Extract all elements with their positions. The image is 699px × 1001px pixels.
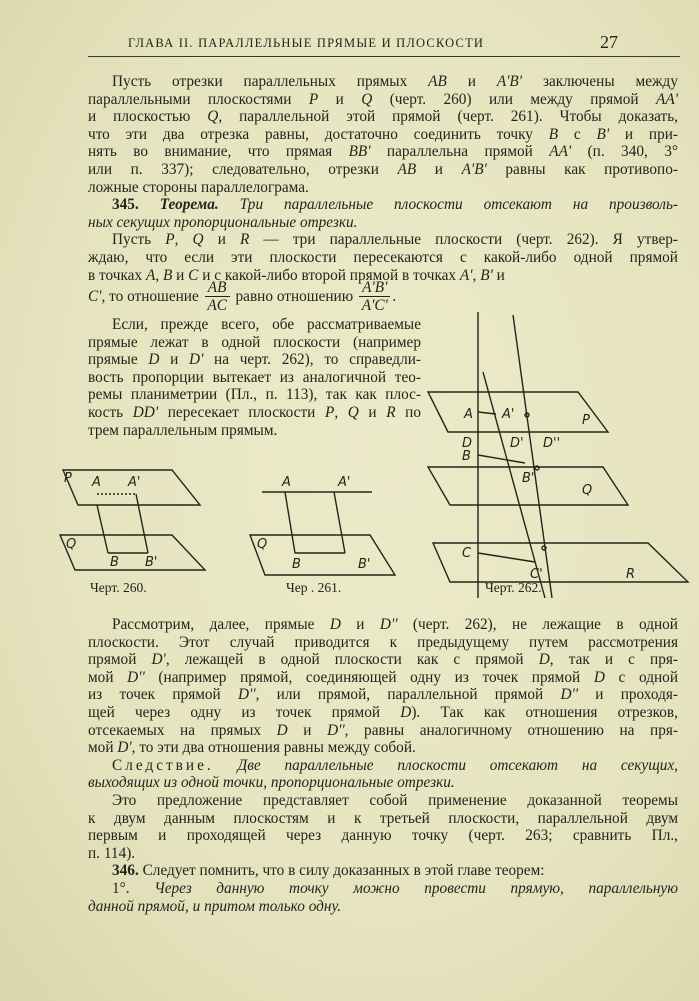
fig-label: A' xyxy=(502,407,515,422)
text-block-narrow xyxy=(88,316,421,439)
text-segment: Следствие. xyxy=(112,756,214,774)
fraction-a1b1-a1c1 xyxy=(359,279,390,314)
text-segment: (черт. 260) или между прямой xyxy=(372,90,657,108)
segment-bb1 xyxy=(478,455,525,463)
fig-label: A xyxy=(282,475,291,490)
segment-a1b1 xyxy=(136,494,148,553)
fig-label: B xyxy=(110,555,119,570)
italic-text: Q xyxy=(361,90,373,108)
text-line xyxy=(88,739,678,757)
fig-label: A' xyxy=(338,475,351,490)
text-segment: прямой xyxy=(88,651,152,669)
fig-label: D'' xyxy=(543,436,561,451)
fraction-numerator: AB xyxy=(205,279,230,297)
text-line xyxy=(88,898,678,916)
italic-text: A xyxy=(145,266,156,284)
italic-text: AA' xyxy=(549,143,572,161)
text-segment: из точек прямой xyxy=(88,686,238,704)
figure-261 xyxy=(245,460,405,580)
text-segment: прямые xyxy=(88,351,149,369)
segment-a1b1 xyxy=(334,492,345,553)
italic-text: D xyxy=(538,651,550,669)
text-line xyxy=(88,334,421,352)
ratio-lead-var: C' xyxy=(88,287,102,305)
fig-label: P xyxy=(582,413,590,428)
text-block-top xyxy=(88,73,678,284)
ratio-lead-text: , то отношение xyxy=(101,287,199,305)
italic-text: D'' xyxy=(127,668,145,686)
text-segment: , xyxy=(174,231,193,249)
text-segment: п. 114). xyxy=(88,844,136,862)
text-segment: , параллельной этой прямой (черт. 261). Чтобы доказать, xyxy=(218,108,678,126)
text-segment: к двум данным плоскостям и к третьей плоскости, параллельной двум xyxy=(88,809,678,827)
segment-aa1 xyxy=(478,412,496,414)
text-segment: трем параллельным прямым. xyxy=(88,421,278,439)
fig-label: C' xyxy=(530,567,543,582)
text-segment: (п. 340, 3° xyxy=(571,143,678,161)
italic-text: A'B' xyxy=(461,160,487,178)
chapter-title: ГЛАВА II. ПАРАЛЛЕЛЬНЫЕ ПРЯМЫЕ И ПЛОСКОСТИ xyxy=(128,36,485,50)
text-segment: ). Так как отношения отрезков, xyxy=(411,703,678,721)
italic-text: Две параллельные плоскости отсекают на секущих, xyxy=(213,756,678,774)
text-segment: , то эти два отношения равны между собой. xyxy=(131,739,416,757)
italic-text: D' xyxy=(117,739,132,757)
italic-text: Через данную точку можно провести прямую, параллельную xyxy=(154,879,678,897)
fig-label: Q xyxy=(66,537,77,552)
text-segment: и xyxy=(446,73,497,90)
fraction-numerator: A'B' xyxy=(359,279,390,297)
text-line xyxy=(88,862,678,880)
text-segment: , xyxy=(334,403,348,421)
fig-label: A' xyxy=(128,475,141,490)
fig-label: D' xyxy=(510,436,524,451)
ratio-end: . xyxy=(392,287,397,305)
text-segment: и при- xyxy=(609,125,678,143)
line-d-double-prime xyxy=(513,315,552,598)
text-segment: , xyxy=(155,266,163,284)
segment-ab xyxy=(97,505,108,553)
text-segment: Теорема. xyxy=(159,196,219,214)
fig-label: Q xyxy=(257,537,268,552)
text-segment: и xyxy=(340,616,380,633)
italic-text: Q xyxy=(207,108,219,126)
text-segment: щей через одну из точек прямой xyxy=(88,703,401,721)
text-line xyxy=(88,827,678,845)
text-segment: и xyxy=(492,266,505,284)
text-segment: Рассмотрим, далее, прямые xyxy=(112,616,330,633)
plane-q xyxy=(250,535,395,575)
text-line xyxy=(88,845,678,863)
italic-text: B' xyxy=(596,125,610,143)
italic-text: ных секущих пропорциональные отрезки. xyxy=(88,213,358,231)
text-line xyxy=(88,810,678,828)
italic-text: D xyxy=(276,721,288,739)
text-segment: отсекаемых на прямых xyxy=(88,721,277,739)
fig-label: B' xyxy=(522,471,535,486)
fig-label: Q xyxy=(582,483,593,498)
text-segment: , равны аналогичному отношению на пря- xyxy=(344,721,678,739)
text-segment: ждаю, что если эти плоскости пересекаются с какой-либо одной прямой xyxy=(88,248,678,266)
text-segment: и плоскостью xyxy=(88,108,208,126)
plane-p xyxy=(428,392,608,432)
italic-text: D'' xyxy=(560,686,579,704)
fig-label: D xyxy=(462,436,473,451)
text-line xyxy=(88,634,678,652)
text-segment: с одной xyxy=(604,668,679,686)
text-segment: , или прямой, параллельной прямой xyxy=(255,686,561,704)
text-line xyxy=(88,404,421,422)
text-segment: (черт. 262), не лежащие в одной xyxy=(397,616,678,633)
italic-text: D'' xyxy=(379,616,398,633)
text-line xyxy=(88,179,678,197)
italic-text: D' xyxy=(189,351,204,369)
text-line xyxy=(88,774,678,792)
italic-text: данной прямой, и притом только одну. xyxy=(88,897,342,915)
text-segment: прямые лежат в одной плоскости (например xyxy=(88,333,421,351)
caption-fig-260: Черт. 260. xyxy=(90,580,147,595)
text-line xyxy=(88,126,678,144)
text-line xyxy=(88,880,678,898)
italic-text: выходящих из одной точки, пропорциональные отрезки. xyxy=(88,774,455,792)
fig-label: R xyxy=(626,567,636,582)
text-line xyxy=(88,722,678,740)
text-segment: заключены между xyxy=(522,73,678,90)
italic-text: D' xyxy=(151,651,166,669)
text-line xyxy=(88,651,678,669)
text-line xyxy=(88,214,678,232)
point-marker xyxy=(535,466,539,470)
text-segment: , лежащей в одной плоскости как с прямой xyxy=(165,651,539,669)
text-line xyxy=(88,616,678,634)
text-segment: в точках xyxy=(88,266,146,284)
text-line xyxy=(88,792,678,810)
italic-text: B xyxy=(162,266,173,284)
text-line xyxy=(88,757,678,775)
text-segment: ложные стороны параллелограма. xyxy=(88,178,309,196)
text-segment: ремы планиметрии (Пл., п. 113), так как плос- xyxy=(88,386,421,404)
text-line xyxy=(88,161,678,179)
italic-text: B xyxy=(548,125,559,143)
fig-label: A xyxy=(464,407,473,422)
figure-260 xyxy=(55,460,215,580)
text-line xyxy=(88,686,678,704)
plane-r xyxy=(433,543,688,582)
text-segment: Пусть отрезки параллельных прямых xyxy=(112,73,429,90)
fig-label: P xyxy=(64,471,72,486)
text-segment: и xyxy=(287,721,328,739)
text-segment: и с какой-либо второй прямой в точках xyxy=(198,266,460,284)
italic-text: AB xyxy=(397,160,417,178)
figure-262 xyxy=(420,305,695,600)
italic-text: R xyxy=(239,231,250,249)
page-number: 27 xyxy=(600,32,618,52)
text-line xyxy=(88,91,678,109)
italic-text: P xyxy=(324,403,335,421)
italic-text: D xyxy=(329,616,341,633)
text-block-bottom xyxy=(88,616,678,915)
text-segment: кость xyxy=(88,403,133,421)
text-segment: , так и с пря- xyxy=(549,651,678,669)
text-line xyxy=(88,422,421,440)
text-segment: , xyxy=(472,266,481,284)
italic-text: AA' xyxy=(656,90,678,108)
running-header xyxy=(88,32,680,57)
text-segment: (например прямой, соединяющей одну из точек прямой xyxy=(144,668,594,686)
italic-text: R xyxy=(386,403,396,421)
text-line xyxy=(88,73,678,91)
ratio-statement xyxy=(88,279,396,314)
fig-label: A xyxy=(92,475,101,490)
text-segment: и xyxy=(416,160,462,178)
ratio-middle-text: равно отношению xyxy=(235,287,354,305)
text-segment: — три параллельные плоскости (черт. 262). Я утвер- xyxy=(249,231,678,249)
text-segment: Если, прежде всего, обе рассматриваемые xyxy=(112,316,421,333)
italic-text: D xyxy=(400,703,412,721)
italic-text: Q xyxy=(347,403,359,421)
text-segment: мой xyxy=(88,668,128,686)
text-segment: и xyxy=(358,403,387,421)
italic-text: D xyxy=(148,351,160,369)
fraction-denominator: A'C' xyxy=(361,297,388,314)
segment-cc1 xyxy=(478,553,535,562)
fraction-ab-ac xyxy=(205,279,230,314)
italic-text: AB xyxy=(428,73,447,90)
italic-text: A'B' xyxy=(496,73,523,90)
italic-text: D'' xyxy=(237,686,256,704)
text-line xyxy=(88,143,678,161)
italic-text: B' xyxy=(480,266,493,284)
segment-ab xyxy=(285,492,295,553)
italic-text: Три параллельные плоскости отсекают на произволь- xyxy=(218,196,679,214)
point-marker xyxy=(542,546,546,550)
text-line xyxy=(88,351,421,369)
text-line xyxy=(88,669,678,687)
text-segment: параллельна прямой xyxy=(370,143,550,161)
text-segment: вость пропорции вытекает из аналогичной тео- xyxy=(88,368,421,386)
text-segment: и xyxy=(159,351,190,369)
text-line xyxy=(88,231,678,249)
text-segment: первым и проходящей через данную точку (черт. 263; сравнить Пл., xyxy=(88,827,678,845)
fig-label: B xyxy=(292,557,301,572)
italic-text: Q xyxy=(192,231,204,249)
fig-label: B' xyxy=(145,555,158,570)
text-segment: мой xyxy=(88,739,118,757)
text-segment: плоскости. Этот случай приводится к предыдущему путем рассмотрения xyxy=(88,633,678,651)
text-segment: по xyxy=(395,403,421,421)
text-line xyxy=(88,196,678,214)
italic-text: D xyxy=(593,668,605,686)
italic-text: C xyxy=(188,266,199,284)
text-segment: и xyxy=(203,231,240,249)
text-line xyxy=(88,316,421,334)
text-segment: нять во внимание, что прямая xyxy=(88,143,349,161)
text-segment: пересекает плоскости xyxy=(158,403,325,421)
text-line xyxy=(88,386,421,404)
text-segment: с xyxy=(558,125,597,143)
italic-text: BB' xyxy=(348,143,371,161)
text-segment: что эти два отрезка равны, достаточно соединить точку xyxy=(88,125,549,143)
italic-text: P xyxy=(308,90,319,108)
italic-text: P xyxy=(165,231,175,249)
text-segment: или п. 337); следовательно, отрезки xyxy=(88,160,398,178)
fig-label: C xyxy=(462,546,472,561)
text-segment: параллельными плоскостями xyxy=(88,90,309,108)
italic-text: D'' xyxy=(327,721,345,739)
text-segment: и проходя- xyxy=(578,686,678,704)
text-line xyxy=(88,249,678,267)
text-segment: Пусть xyxy=(112,231,166,249)
fig-label: B xyxy=(462,449,471,464)
text-segment: и xyxy=(318,90,362,108)
caption-fig-262: Черт. 262. xyxy=(485,580,542,595)
text-segment: на черт. 262), то справедли- xyxy=(203,351,421,369)
line-d-prime xyxy=(483,372,545,598)
text-segment: равны как противопо- xyxy=(486,160,678,178)
text-line xyxy=(88,369,421,387)
caption-fig-261: Чер . 261. xyxy=(286,580,342,595)
text-segment: Это предложение представляет собой применение доказанной теоремы xyxy=(112,791,678,809)
text-segment: Следует помнить, что в силу доказанных в этой главе теорем: xyxy=(138,862,545,880)
text-line xyxy=(88,704,678,722)
text-segment: 345. xyxy=(112,196,160,214)
italic-text: A' xyxy=(459,266,473,284)
fraction-denominator: AC xyxy=(207,297,227,314)
text-segment: 1°. xyxy=(112,879,155,897)
italic-text: DD' xyxy=(132,403,159,421)
text-segment: 346. xyxy=(112,862,139,880)
text-line xyxy=(88,108,678,126)
fig-label: B' xyxy=(358,557,371,572)
text-segment: и xyxy=(172,266,189,284)
